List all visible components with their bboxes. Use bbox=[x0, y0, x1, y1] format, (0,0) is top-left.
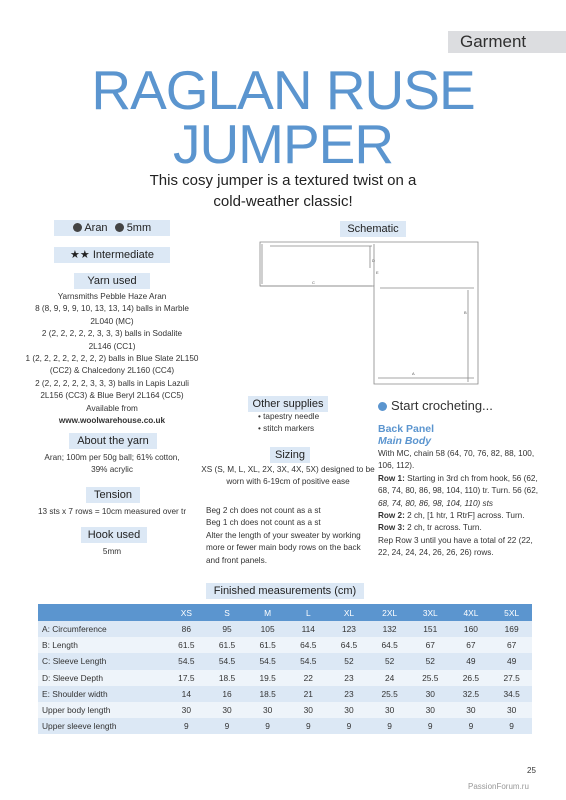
value-cell: 27.5 bbox=[491, 670, 532, 686]
row-label-cell: A: Circumference bbox=[38, 621, 166, 637]
page-title-line2: JUMPER bbox=[172, 113, 394, 175]
row-text: 22, 24, 24, 24, 26, 26, 26) rows. bbox=[378, 548, 494, 558]
value-cell: 67 bbox=[451, 637, 492, 653]
instruction-line bbox=[378, 473, 560, 485]
about-line: Aran; 100m per 50g ball; 61% cotton, bbox=[44, 453, 180, 462]
value-cell: 32.5 bbox=[451, 686, 492, 702]
schematic-heading: Schematic bbox=[340, 221, 406, 237]
bullet-icon bbox=[378, 402, 387, 411]
value-cell: 52 bbox=[329, 653, 370, 669]
yarn-used-heading: Yarn used bbox=[74, 273, 150, 289]
value-cell: 52 bbox=[410, 653, 451, 669]
yarn-line: 2 (2, 2, 2, 2, 2, 3, 3, 3) balls in Lapis Lazuli bbox=[35, 378, 189, 388]
table-row bbox=[38, 686, 532, 702]
row-label-cell: E: Shoulder width bbox=[38, 686, 166, 702]
row-label-cell: D: Sleeve Depth bbox=[38, 670, 166, 686]
value-cell: 123 bbox=[329, 621, 370, 637]
value-cell: 54.5 bbox=[207, 653, 248, 669]
instruction-line bbox=[378, 510, 560, 522]
yarn-line: (CC2) & Chalcedony 2L160 (CC4) bbox=[49, 366, 175, 376]
row-text: 106, 112). bbox=[378, 461, 415, 471]
skill-level-label: Intermediate bbox=[92, 249, 154, 261]
value-cell: 64.5 bbox=[329, 637, 370, 653]
table-header-cell: 3XL bbox=[410, 604, 451, 621]
section-tag: Garment bbox=[448, 31, 566, 53]
value-cell: 9 bbox=[369, 718, 410, 734]
value-cell: 64.5 bbox=[288, 637, 329, 653]
table-row bbox=[38, 621, 532, 637]
schematic-label-b: B bbox=[464, 310, 467, 315]
sizing-line: worn with 6-19cm of positive ease bbox=[226, 477, 350, 487]
value-cell: 64.5 bbox=[369, 637, 410, 653]
about-line: 39% acrylic bbox=[91, 465, 133, 475]
row-text: 2 ch, tr across. Turn. bbox=[404, 523, 482, 533]
yarn-line: 2L156 (CC3) & Blue Beryl 2L164 (CC5) bbox=[40, 391, 184, 401]
table-header-cell: 4XL bbox=[451, 604, 492, 621]
table-header-cell: XS bbox=[166, 604, 207, 621]
value-cell: 52 bbox=[369, 653, 410, 669]
page-title-line1: RAGLAN RUSE bbox=[91, 59, 475, 121]
table-row bbox=[38, 670, 532, 686]
other-supplies-heading: Other supplies bbox=[248, 396, 328, 412]
hook-icon bbox=[115, 223, 124, 232]
value-cell: 17.5 bbox=[166, 670, 207, 686]
value-cell: 9 bbox=[247, 718, 288, 734]
yarn-line: Available from bbox=[86, 403, 138, 413]
row-text: Starting in 3rd ch from hook, 56 (62, bbox=[404, 473, 538, 483]
value-cell: 9 bbox=[166, 718, 207, 734]
value-cell: 30 bbox=[410, 702, 451, 718]
row-label: Row 1: bbox=[378, 473, 405, 483]
value-cell: 14 bbox=[166, 686, 207, 702]
start-crocheting-heading bbox=[378, 398, 493, 413]
schematic-label-c: C bbox=[312, 280, 315, 285]
value-cell: 30 bbox=[491, 702, 532, 718]
schematic-label-a: A bbox=[412, 371, 415, 376]
table-header-cell: XL bbox=[329, 604, 370, 621]
sizing-heading: Sizing bbox=[270, 447, 310, 463]
stars-icon: ★★ bbox=[70, 249, 90, 261]
yarn-line: 8 (8, 9, 9, 9, 10, 13, 13, 14) balls in Marble bbox=[35, 304, 189, 314]
table-header-cell bbox=[38, 604, 166, 621]
yarn-used-text bbox=[14, 291, 210, 427]
value-cell: 30 bbox=[369, 702, 410, 718]
yarn-line: 1 (2, 2, 2, 2, 2, 2, 2, 2) balls in Blue Slate 2L150 bbox=[25, 354, 199, 364]
table-header-cell: L bbox=[288, 604, 329, 621]
value-cell: 16 bbox=[207, 686, 248, 702]
value-cell: 67 bbox=[410, 637, 451, 653]
table-row bbox=[38, 702, 532, 718]
value-cell: 169 bbox=[491, 621, 532, 637]
value-cell: 61.5 bbox=[247, 637, 288, 653]
table-header-cell: S bbox=[207, 604, 248, 621]
row-label-cell: B: Length bbox=[38, 637, 166, 653]
instruction-line bbox=[378, 448, 560, 460]
row-text: With MC, chain 58 (64, 70, 76, 82, 88, 100, bbox=[378, 449, 535, 458]
subtitle-line1: This cosy jumper is a textured twist on a bbox=[149, 172, 417, 189]
subtitle-line2: cold-weather classic! bbox=[213, 193, 353, 210]
table-row bbox=[38, 637, 532, 653]
value-cell: 30 bbox=[329, 702, 370, 718]
note-line: Beg 1 ch does not count as a st bbox=[206, 518, 321, 528]
page-number: 25 bbox=[527, 766, 536, 775]
instruction-line bbox=[378, 460, 560, 472]
value-cell: 114 bbox=[288, 621, 329, 637]
row-text: 2 ch, [1 htr, 1 RtrF] across. Turn. bbox=[404, 511, 525, 521]
value-cell: 30 bbox=[207, 702, 248, 718]
value-cell: 9 bbox=[491, 718, 532, 734]
value-cell: 54.5 bbox=[288, 653, 329, 669]
value-cell: 95 bbox=[207, 621, 248, 637]
weight-label: Aran bbox=[84, 222, 108, 234]
row-label: Row 2: bbox=[378, 511, 405, 521]
value-cell: 30 bbox=[288, 702, 329, 718]
value-cell: 61.5 bbox=[166, 637, 207, 653]
hook-text: 5mm bbox=[102, 547, 122, 556]
value-cell: 19.5 bbox=[247, 670, 288, 686]
value-cell: 30 bbox=[247, 702, 288, 718]
table-row bbox=[38, 653, 532, 669]
row-label-cell: Upper body length bbox=[38, 702, 166, 718]
note-line: and front panels. bbox=[206, 555, 267, 565]
row-label-cell: Upper sleeve length bbox=[38, 718, 166, 734]
row-text: 68, 74, 80, 86, 98, 104, 110) sts bbox=[378, 498, 494, 508]
instruction-line bbox=[378, 485, 560, 497]
note-line: Alter the length of your sweater by working bbox=[206, 530, 361, 540]
about-yarn-text bbox=[14, 452, 210, 477]
tension-heading: Tension bbox=[86, 487, 140, 503]
value-cell: 132 bbox=[369, 621, 410, 637]
value-cell: 34.5 bbox=[491, 686, 532, 702]
value-cell: 30 bbox=[166, 702, 207, 718]
value-cell: 30 bbox=[451, 702, 492, 718]
note-line: more or fewer main body rows on the back bbox=[206, 543, 361, 553]
schematic-diagram bbox=[252, 234, 484, 392]
hook-heading: Hook used bbox=[81, 527, 147, 543]
value-cell: 18.5 bbox=[207, 670, 248, 686]
row-label: Row 3: bbox=[378, 523, 405, 533]
value-cell: 54.5 bbox=[166, 653, 207, 669]
value-cell: 9 bbox=[410, 718, 451, 734]
value-cell: 105 bbox=[247, 621, 288, 637]
value-cell: 9 bbox=[451, 718, 492, 734]
table-header-cell: M bbox=[247, 604, 288, 621]
table-header-cell: 2XL bbox=[369, 604, 410, 621]
instruction-line bbox=[378, 498, 560, 510]
note-line: Beg 2 ch does not count as a st bbox=[206, 506, 321, 515]
start-heading-text: Start crocheting... bbox=[391, 398, 493, 413]
yarn-ball-icon bbox=[73, 223, 82, 232]
instructions bbox=[378, 448, 560, 560]
value-cell: 160 bbox=[451, 621, 492, 637]
notes bbox=[206, 505, 374, 567]
value-cell: 49 bbox=[491, 653, 532, 669]
value-cell: 23 bbox=[329, 686, 370, 702]
supplier-link[interactable]: www.woolwarehouse.co.uk bbox=[58, 416, 166, 426]
yarn-line: 2L040 (MC) bbox=[90, 316, 134, 326]
value-cell: 21 bbox=[288, 686, 329, 702]
value-cell: 24 bbox=[369, 670, 410, 686]
value-cell: 54.5 bbox=[247, 653, 288, 669]
row-label-cell: C: Sleeve Length bbox=[38, 653, 166, 669]
subtitle bbox=[0, 170, 566, 212]
about-yarn-heading: About the yarn bbox=[69, 433, 157, 449]
supplies-list bbox=[258, 411, 368, 436]
supply-item: • stitch markers bbox=[258, 424, 315, 434]
weight-hook-badge bbox=[54, 220, 170, 236]
table-row bbox=[38, 718, 532, 734]
value-cell: 61.5 bbox=[207, 637, 248, 653]
value-cell: 9 bbox=[288, 718, 329, 734]
measurements-table bbox=[38, 604, 532, 734]
tension-text: 13 sts x 7 rows = 10cm measured over tr bbox=[37, 507, 187, 516]
yarn-line: 2L146 (CC1) bbox=[88, 341, 136, 351]
table-header-cell: 5XL bbox=[491, 604, 532, 621]
value-cell: 18.5 bbox=[247, 686, 288, 702]
yarn-line: 2 (2, 2, 2, 2, 2, 3, 3, 3) balls in Sodalite bbox=[41, 329, 183, 339]
instruction-line bbox=[378, 522, 560, 534]
hook-size-label: 5mm bbox=[126, 222, 152, 234]
value-cell: 9 bbox=[207, 718, 248, 734]
instruction-line bbox=[378, 547, 560, 559]
measurements-heading: Finished measurements (cm) bbox=[206, 583, 364, 599]
watermark: PassionForum.ru bbox=[468, 782, 529, 791]
value-cell: 30 bbox=[410, 686, 451, 702]
schematic-label-e: E bbox=[376, 270, 379, 275]
value-cell: 49 bbox=[451, 653, 492, 669]
main-body-heading: Main Body bbox=[378, 435, 432, 447]
value-cell: 23 bbox=[329, 670, 370, 686]
back-panel-heading: Back Panel bbox=[378, 423, 435, 435]
value-cell: 86 bbox=[166, 621, 207, 637]
supply-item: • tapestry needle bbox=[258, 412, 320, 421]
value-cell: 25.5 bbox=[410, 670, 451, 686]
row-text: Rep Row 3 until you have a total of 22 (22, bbox=[378, 535, 533, 545]
instruction-line bbox=[378, 535, 560, 547]
table-header-row bbox=[38, 604, 532, 621]
value-cell: 9 bbox=[329, 718, 370, 734]
value-cell: 26.5 bbox=[451, 670, 492, 686]
value-cell: 25.5 bbox=[369, 686, 410, 702]
value-cell: 67 bbox=[491, 637, 532, 653]
skill-level-badge bbox=[54, 247, 170, 263]
schematic-label-d: D bbox=[372, 258, 375, 263]
value-cell: 151 bbox=[410, 621, 451, 637]
value-cell: 22 bbox=[288, 670, 329, 686]
sizing-line: XS (S, M, L, XL, 2X, 3X, 4X, 5X) designed to be bbox=[201, 465, 375, 474]
yarn-line: Yarnsmiths Pebble Haze Aran bbox=[57, 292, 167, 301]
row-text: 68, 74, 80, 86, 98, 104, 110) tr. Turn. 56 (62, bbox=[378, 486, 539, 496]
sizing-text bbox=[200, 464, 376, 489]
